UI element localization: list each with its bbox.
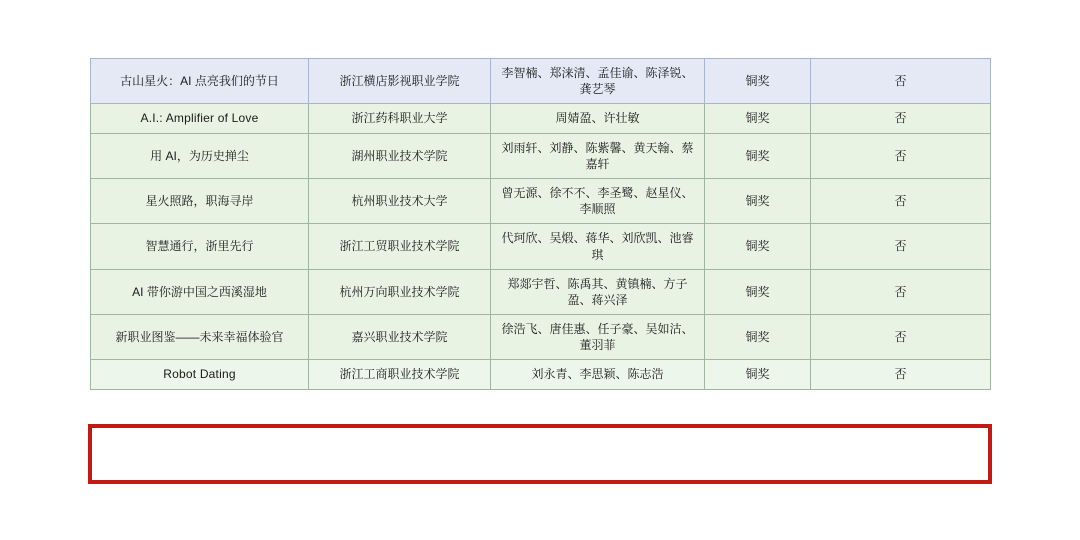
cell-title: AI 带你游中国之西溪湿地 <box>91 269 309 314</box>
award-table-body <box>91 59 991 390</box>
table-row <box>91 59 991 104</box>
table-row <box>91 104 991 133</box>
cell-school: 浙江药科职业大学 <box>309 104 491 133</box>
cell-recommend: 否 <box>811 133 991 178</box>
cell-school: 杭州万向职业技术学院 <box>309 269 491 314</box>
cell-title: 星火照路，职海寻岸 <box>91 178 309 223</box>
table-row <box>91 315 991 360</box>
cell-award: 铜奖 <box>705 59 811 104</box>
red-highlight-box <box>88 424 992 484</box>
cell-school: 湖州职业技术学院 <box>309 133 491 178</box>
cell-title: 古山星火：AI 点亮我们的节日 <box>91 59 309 104</box>
cell-recommend: 否 <box>811 360 991 389</box>
cell-award: 铜奖 <box>705 315 811 360</box>
cell-award: 铜奖 <box>705 104 811 133</box>
table-row-highlighted <box>91 360 991 389</box>
cell-authors: 郑郯宇哲、陈禹其、黄镇楠、方子盈、蒋兴泽 <box>491 269 705 314</box>
cell-title: A.I.: Amplifier of Love <box>91 104 309 133</box>
cell-authors: 李智楠、郑涞清、孟佳谕、陈泽锐、龚艺琴 <box>491 59 705 104</box>
cell-school: 嘉兴职业技术学院 <box>309 315 491 360</box>
cell-authors: 代珂欣、吴煅、蒋华、刘欣凯、池睿琪 <box>491 224 705 269</box>
cell-authors: 刘永青、李思颖、陈志浩 <box>491 360 705 389</box>
cell-school: 杭州职业技术大学 <box>309 178 491 223</box>
cell-authors: 曾无源、徐不不、李圣鹭、赵星仪、李顺照 <box>491 178 705 223</box>
cell-authors: 周婧盈、许壮敏 <box>491 104 705 133</box>
table-row <box>91 269 991 314</box>
table-row <box>91 133 991 178</box>
cell-authors: 徐浩飞、唐佳惠、任子豪、吴如沽、董羽菲 <box>491 315 705 360</box>
cell-school: 浙江工商职业技术学院 <box>309 360 491 389</box>
table-row <box>91 178 991 223</box>
award-table <box>90 58 991 390</box>
cell-recommend: 否 <box>811 178 991 223</box>
cell-school: 浙江工贸职业技术学院 <box>309 224 491 269</box>
cell-award: 铜奖 <box>705 178 811 223</box>
cell-recommend: 否 <box>811 59 991 104</box>
cell-title: 用 AI，为历史掸尘 <box>91 133 309 178</box>
cell-recommend: 否 <box>811 269 991 314</box>
cell-award: 铜奖 <box>705 133 811 178</box>
cell-title: 新职业图鉴——未来幸福体验官 <box>91 315 309 360</box>
cell-school: 浙江横店影视职业学院 <box>309 59 491 104</box>
cell-authors: 刘雨轩、刘静、陈紫馨、黄天翰、蔡嘉轩 <box>491 133 705 178</box>
table-row <box>91 224 991 269</box>
cell-award: 铜奖 <box>705 360 811 389</box>
cell-recommend: 否 <box>811 224 991 269</box>
cell-recommend: 否 <box>811 315 991 360</box>
cell-title: Robot Dating <box>91 360 309 389</box>
award-table-wrapper <box>90 58 990 390</box>
cell-title: 智慧通行，浙里先行 <box>91 224 309 269</box>
cell-recommend: 否 <box>811 104 991 133</box>
cell-award: 铜奖 <box>705 269 811 314</box>
cell-award: 铜奖 <box>705 224 811 269</box>
